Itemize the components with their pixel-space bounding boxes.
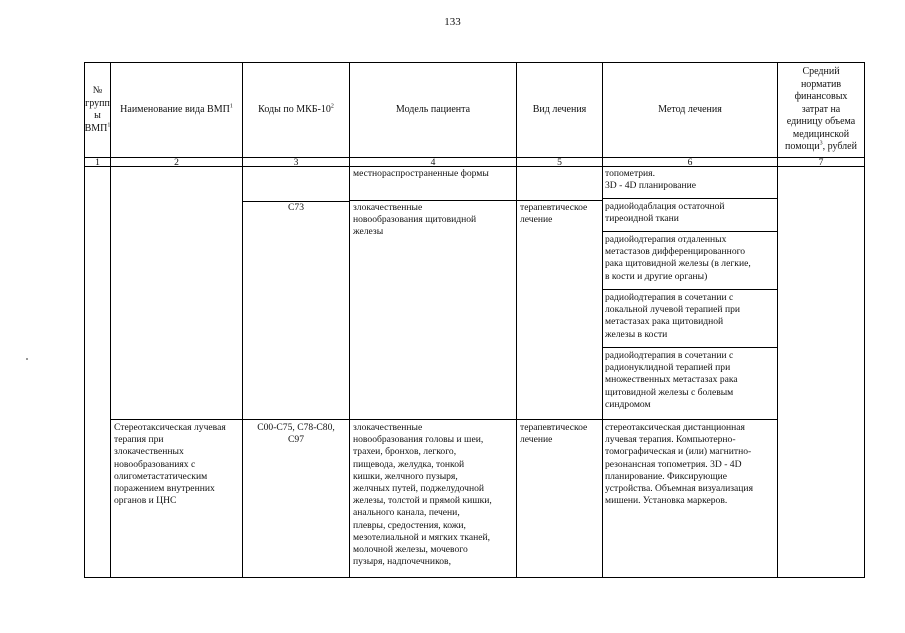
column-number: 7	[818, 157, 824, 168]
table-border-bottom	[84, 577, 865, 578]
column-number: 5	[557, 157, 562, 168]
vmp-name-cell: Стереотаксическая лучевая терапия при злокачественных новообразованиях с олигометастатическим поражением внутренних органов и ЦНС	[114, 422, 226, 507]
vmp-table	[84, 62, 865, 578]
treatment-method-cell: топометрия. 3D - 4D планирование	[605, 168, 697, 192]
column-number: 4	[430, 157, 436, 168]
page-number: 133	[444, 16, 461, 28]
header-group-number: № групп ы ВМП$^1$	[84, 85, 111, 134]
treatment-type-cell: терапевтическое лечение	[520, 422, 588, 446]
treatment-method-cell: радиойодаблация остаточной тиреоидной ткани	[605, 201, 725, 225]
icd-code-cell: C00-C75, C78-C80, C97	[257, 422, 335, 446]
header-treatment-type: Вид лечения	[532, 103, 587, 115]
header-vmp-name: Наименование вида ВМП$^1$	[120, 103, 233, 115]
row-divider	[349, 200, 602, 201]
icd-code-cell: C73	[288, 202, 304, 213]
patient-model-cell: злокачественные новообразования щитовидной железы	[353, 202, 477, 238]
column-number: 6	[687, 157, 693, 168]
column-number: 3	[293, 157, 299, 168]
row-divider	[602, 198, 777, 199]
treatment-type-cell: терапевтическое лечение	[520, 202, 588, 226]
row-divider	[602, 289, 777, 290]
treatment-method-cell: радиойодтерапия отдаленных метастазов дифференцированного рака щитовидной железы (в легкие, в кости и другие органы)	[605, 234, 751, 282]
header-cost-standard: Средний норматив финансовых затрат на единицу объема медицинской помощи$^3$, рублей	[785, 66, 857, 153]
row-divider	[602, 231, 777, 232]
scan-speck	[26, 358, 28, 360]
header-icd-codes: Коды по МКБ-$10^2$	[258, 103, 334, 115]
column-number: 1	[95, 157, 100, 168]
row-divider	[602, 347, 777, 348]
treatment-method-cell: радиойодтерапия в сочетании с радионуклидной терапией при множественных метастазах рака щитовидной железы с болевым синдромом	[605, 350, 738, 410]
table-border-right	[864, 62, 865, 578]
patient-model-cell: злокачественные новообразования головы и шеи, трахеи, бронхов, легкого, пищевода, желудка, тонкой кишки, желчного пузыря, желчных путей, поджелудочной железы, толстой и прямой кишки, анального канала, печени, плевры, средостения, кожи, мезотелиальной и мягких тканей, молочной железы, мочевого пузыря, надпочечников,	[353, 422, 492, 568]
header-treatment-method: Метод лечения	[658, 103, 722, 115]
row-divider	[110, 419, 777, 420]
header-patient-model: Модель пациента	[395, 103, 471, 115]
patient-model-cell: местнораспространенные формы	[353, 168, 489, 179]
treatment-method-cell: радиойодтерапия в сочетании с локальной лучевой терапией при метастазах рака щитовидной железы в кости	[605, 292, 741, 340]
column-number: 2	[174, 157, 179, 168]
treatment-method-cell: стереотаксическая дистанционная лучевая терапия. Компьютерно- томографическая и (или) магнитно- резонансная топометрия. 3D - 4D планирование. Фиксирующие устройства. Объемная визуализация мишени. Установка маркеров.	[605, 422, 753, 507]
